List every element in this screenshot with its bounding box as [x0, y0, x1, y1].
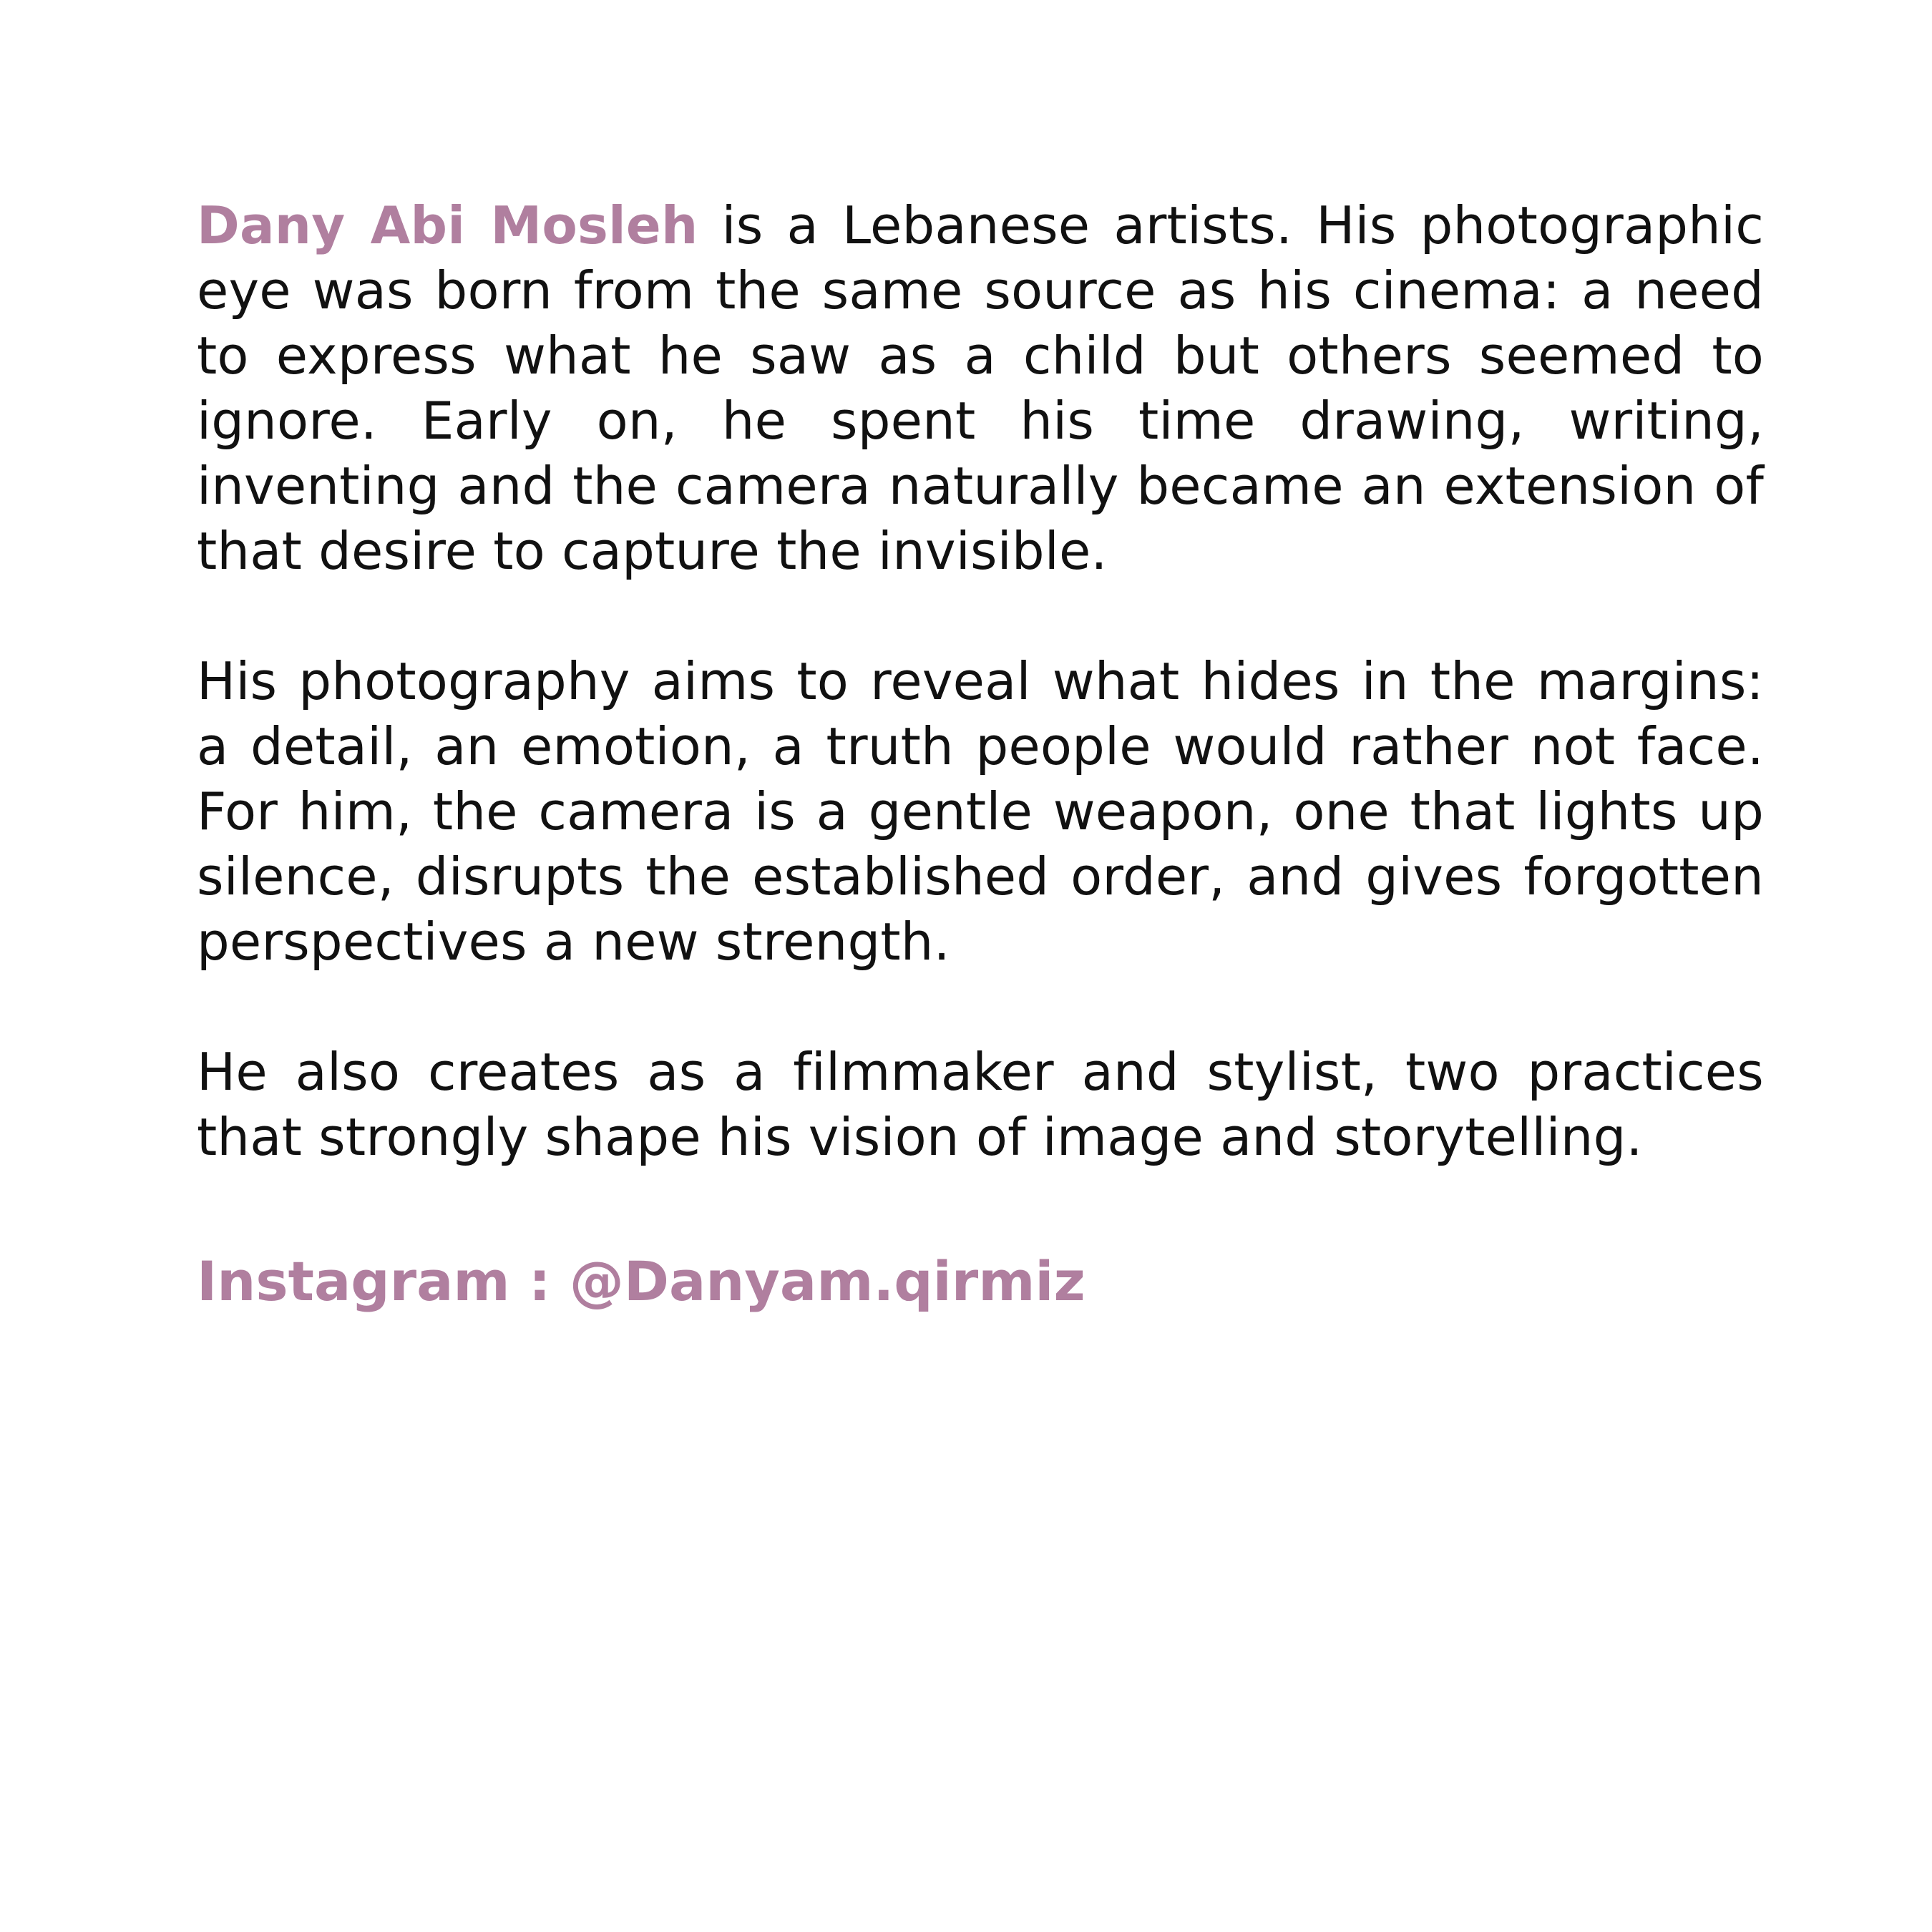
- bio-paragraph-2: His photography aims to reveal what hides in the margins: a detail, an emotion, a truth people would rather not face. For him, the camera is a gentle weapon, one that lights up silence, disrupts the established order, and gives forgotten perspectives a new strength.: [197, 651, 1764, 972]
- instagram-handle: Instagram : @Danyam.qirmiz: [197, 1249, 1085, 1313]
- bio-paragraph-3: He also creates as a filmmaker and stylist, two practices that strongly shape his vision of image and storytelling.: [197, 1042, 1764, 1167]
- bio-paragraph-1-text: is a Lebanese artists. His photographic eye was born from the same source as his cinema: a need to express what he saw as a child but others seemed to ignore. Early on, he spent his time drawing, writing, inventing and the camera naturally became an extension of that desire to capture the invisible.: [197, 195, 1764, 581]
- bio-content: [197, 193, 1764, 1314]
- bio-paragraph-1: [197, 193, 1764, 584]
- artist-name: Dany Abi Mosleh: [197, 195, 698, 255]
